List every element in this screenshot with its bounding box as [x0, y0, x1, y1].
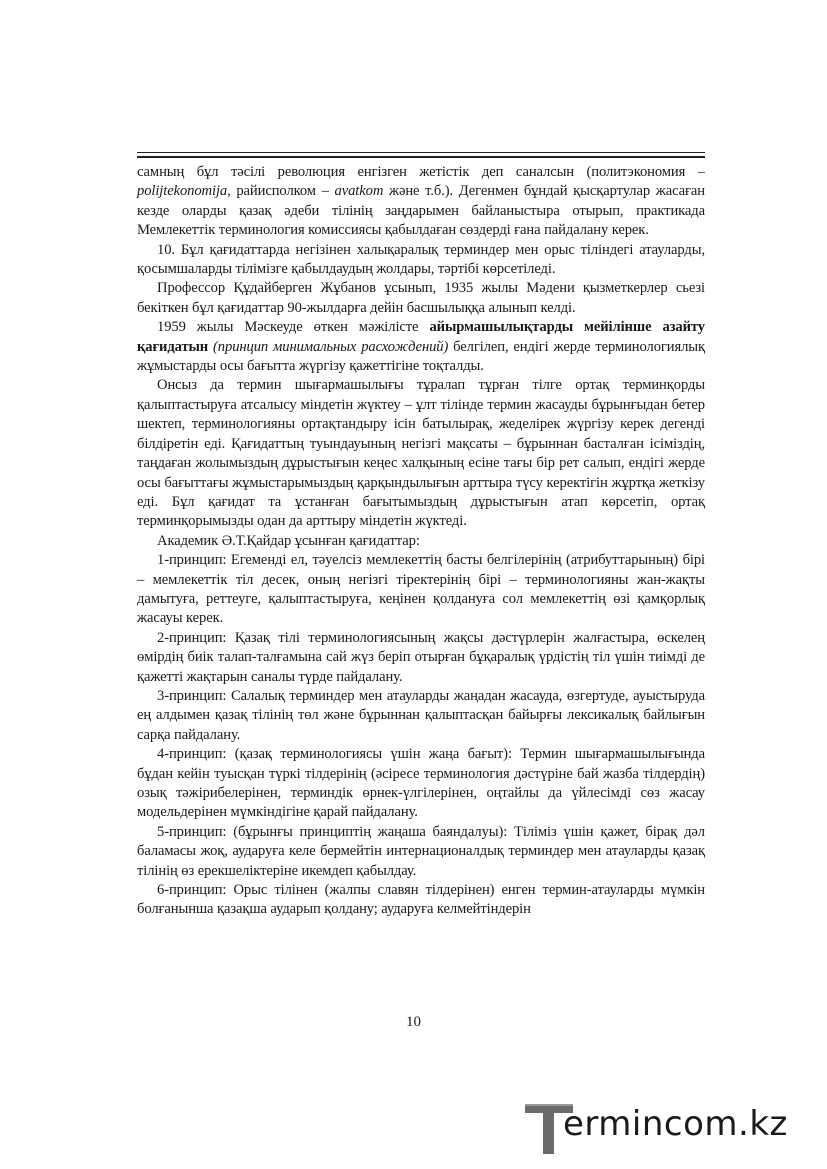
logo-text: ermincom.kz	[563, 1104, 788, 1144]
paragraph-text: 5-принцип: (бұрынғы принциптің жаңаша баяндалуы): Тіліміз үшін қажет, бірақ дәл баламасы жоқ, аударуға келе бермейтін интернационалдық терминдер мен атауларды қазақ тілінің өз ерекшеліктеріне икемдеп қабылдау.	[137, 823, 705, 879]
paragraph-text: 4-принцип: (қазақ терминологиясы үшін жаңа бағыт): Термин шығармашылығында бұдан кейін туысқан түркі тілдерінің (әсіресе терминология дәстүріне бай жазба тілдердің) озық тәжірибелерінен, терминдік өрнек-үлгілерінен, оңтайлы да үйлесімді сөз жасау модельдерінен мүмкіндігіне қарай пайдалану.	[137, 746, 705, 821]
paragraph	[137, 687, 705, 745]
paragraph	[137, 881, 705, 920]
paragraph-text: 10. Бұл қағидаттарда негізінен халықаралық терминдер мен орыс тіліндегі атауларды, қосымшаларды тілімізге қабылдаудың жолдары, тәртібі көрсетіледі.	[137, 241, 705, 278]
paragraph-text: Профессор Құдайберген Жұбанов ұсынып, 1935 жылы Мәдени қызметкерлер сьезі бекіткен бұл қағидаттар 90-жылдарға дейін басшылыққа алынып келді.	[137, 280, 705, 316]
header-rule-thick	[137, 156, 705, 158]
paragraph-text: және т.б.). Дегенмен бұндай қысқартулар жасаған кезде оларды қазақ әдеби тілінің заңдарымен байланыстыра отырып, практикада Мемлекеттік терминология комиссиясы қабылдаған сөздерді ғана пайдалану керек.	[137, 183, 705, 239]
paragraph-text: 2-принцип: Қазақ тілі терминологиясының жақсы дәстүрлерін жалғастыра, өскелең өмірдің биік талап-талғамына сай жүз беріп отырған бұқаралық үрдістің тіл үшін тиімді де қажетті жақтарын саналы түрде пайдалану.	[137, 629, 705, 685]
paragraph-text: 3-принцип: Салалық терминдер мен атауларды жаңадан жасауда, өзгертуде, ауыстыруда ең алдымен қазақ тілінің төл және бұрыннан қалыптасқан байырғы лексикалық байлығын сарқа пайдалану.	[137, 687, 705, 743]
paragraph-text: (принцип минимальных расхождений)	[213, 338, 449, 355]
paragraph-text: Академик Ә.Т.Қайдар ұсынған қағидаттар:	[157, 532, 420, 549]
paragraph	[137, 318, 705, 376]
paragraph	[137, 745, 705, 823]
body-text	[137, 163, 705, 920]
header-rule-thin	[137, 152, 705, 153]
paragraph-text: , райисполком –	[227, 183, 335, 200]
paragraph	[137, 629, 705, 687]
paragraph-text: айырмашылықтарды мейілінше азайту қағидатын	[137, 319, 705, 355]
paragraph	[137, 376, 705, 531]
paragraph-text: 1-принцип: Егеменді ел, тәуелсіз мемлекеттің басты белгілерінің (атрибуттарының) бірі – мемлекеттік тіл десек, оның негізгі тіректерінің бірі – терминологияны жан-жақты дамытуға, реттеуге, қалыптастыруға, кеңінен қолдануға сол мемлекеттің өзі қамқорлық жасауы керек.	[137, 552, 705, 627]
paragraph-text: polijtekonomija	[137, 183, 228, 200]
paragraph	[137, 279, 705, 318]
paragraph-text: avatkom	[334, 183, 384, 200]
paragraph	[137, 532, 705, 551]
paragraph	[137, 551, 705, 629]
paragraph-text: Онсыз да термин шығармашылығы тұралап тұрған тілге ортақ терминқорды қалыптастыруға атсалысу міндетін жүктеу – ұлт тілінде термин жасауды бұрынғыдан бетер шектеп, терминологияны ортақтандыру ісін батылырақ, жеделірек жүргізу керек дегенді білдіретін еді. Қағидаттың туындауының негізгі мақсаты – бұрыннан басталған ісіміздің, таңдаған жолымыздың дұрыстығын кеңес халқының есіне тағы бір рет салып, ендігі жерде осы бағыттағы жұмыстарымыздың қарқындылығын арттыра түсу керектігін жұртқа жеткізу еді. Бұл қағидат та ұстанған бағытымыздың дұрыстығын атап көрсетіп, ортақ терминқорымызды одан да арттыру міндетін жүктеді.	[137, 377, 705, 530]
paragraph-text: 1959 жылы Мәскеуде өткен мәжілісте	[157, 319, 430, 336]
paragraph-text: самның бұл тәсілі революция енгізген жетістік деп саналсын (политэкономия –	[137, 164, 705, 180]
paragraph-text: 6-принцип: Орыс тілінен (жалпы славян тілдерінен) енген термин-атауларды мүмкін болғанынша қазақша аударып қолдану; аударуға келмейтіндерін	[137, 882, 705, 918]
paragraph	[137, 241, 705, 280]
paragraph-text: белгілеп, ендігі жерде терминологиялық жұмыстарды осы бағытта жүргізу қажеттігіне тоқталды.	[137, 338, 705, 375]
paragraph	[137, 163, 705, 241]
termincom-logo[interactable]	[523, 1098, 813, 1160]
paragraph	[137, 823, 705, 881]
page-number: 10	[406, 1014, 421, 1030]
